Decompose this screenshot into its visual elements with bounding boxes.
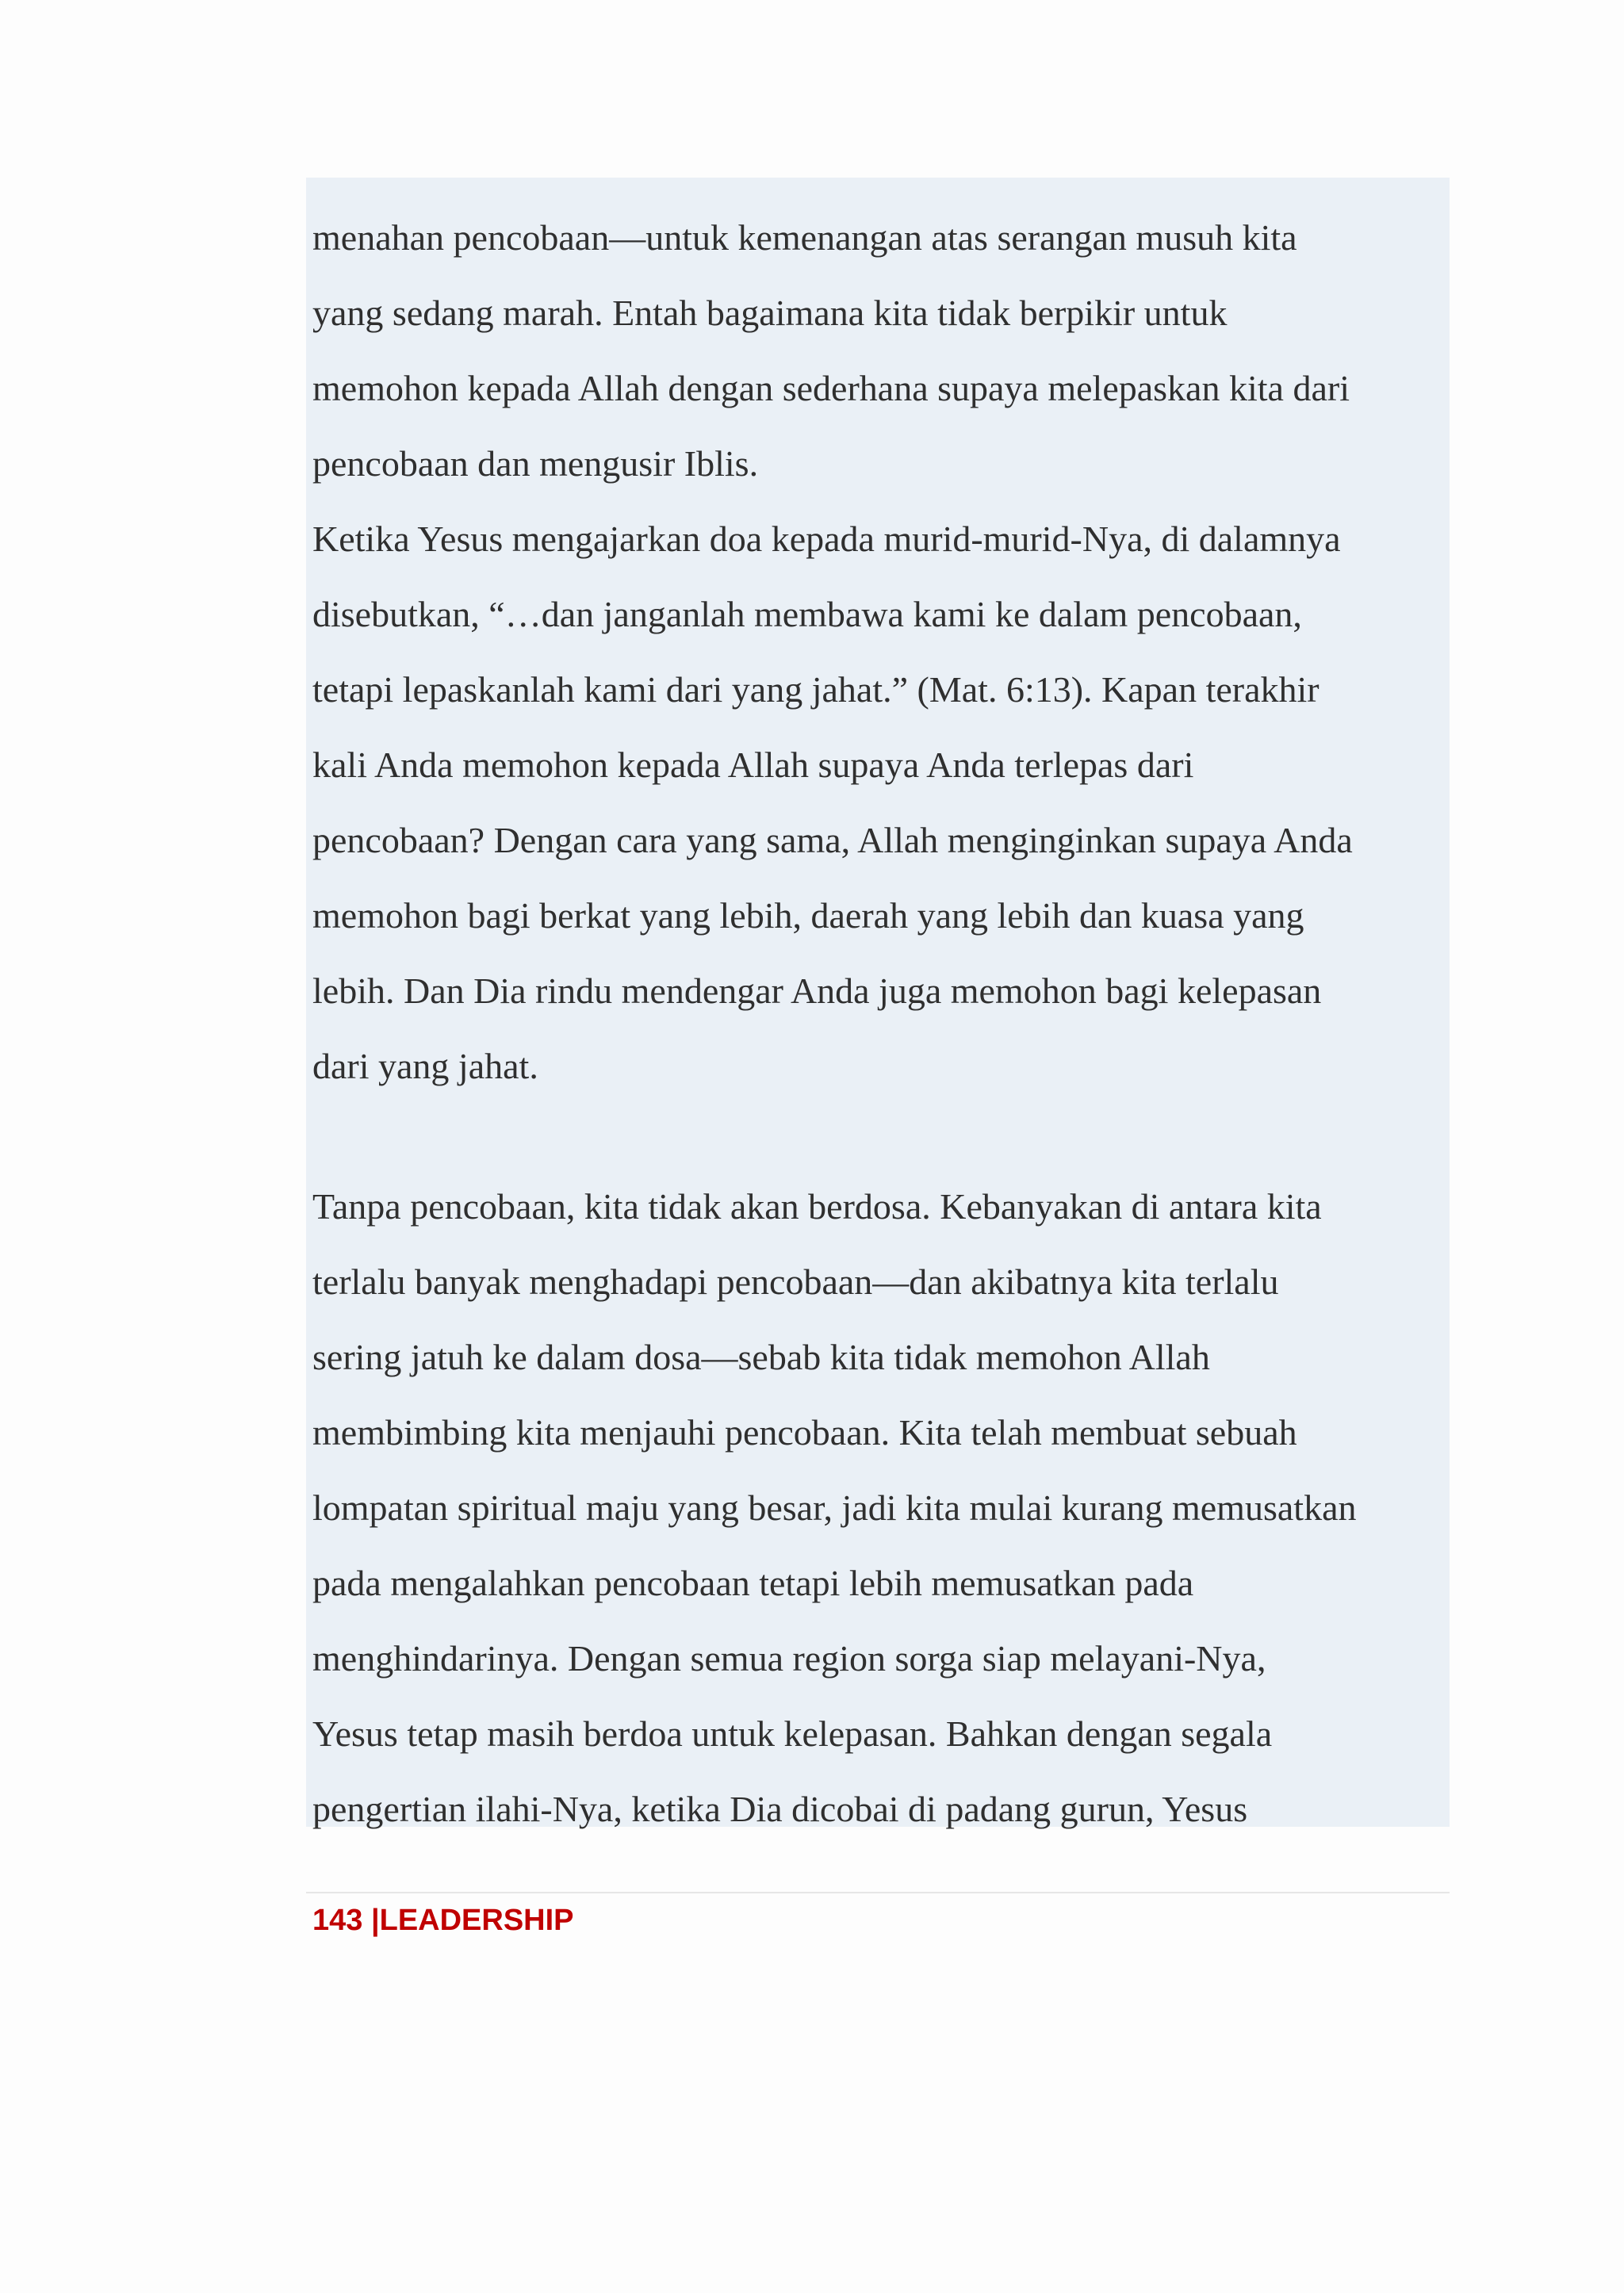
paragraph-line: memohon bagi berkat yang lebih, daerah yang lebih dan kuasa yang — [312, 895, 1304, 936]
paragraph-line: Ketika Yesus mengajarkan doa kepada murid-murid-Nya, di dalamnya — [312, 519, 1341, 559]
highlighted-text-block — [306, 178, 1450, 1827]
paragraph-line: pengertian ilahi-Nya, ketika Dia dicobai di padang gurun, Yesus — [312, 1789, 1248, 1829]
footer-section-title: LEADERSHIP — [379, 1904, 574, 1937]
paragraph-line: dari yang jahat. — [312, 1046, 538, 1086]
paragraph-line: pencobaan? Dengan cara yang sama, Allah menginginkan supaya Anda — [312, 820, 1353, 860]
paragraph-line: lompatan spiritual maju yang besar, jadi kita mulai kurang memusatkan — [312, 1487, 1357, 1528]
paragraph-line: menahan pencobaan—untuk kemenangan atas serangan musuh kita — [312, 217, 1297, 258]
paragraph-1 — [312, 200, 1450, 1104]
paragraph-line: membimbing kita menjauhi pencobaan. Kita telah membuat sebuah — [312, 1412, 1297, 1453]
page-footer — [312, 1897, 574, 1944]
paragraph-line: pada mengalahkan pencobaan tetapi lebih memusatkan pada — [312, 1563, 1194, 1603]
page-number: 143 — [312, 1904, 363, 1937]
paragraph-line: tetapi lepaskanlah kami dari yang jahat.” (Mat. 6:13). Kapan terakhir — [312, 669, 1320, 710]
paragraph-line: pencobaan dan mengusir Iblis. — [312, 443, 759, 484]
paragraph-line: disebutkan, “…dan janganlah membawa kami ke dalam pencobaan, — [312, 594, 1302, 634]
paragraph-line: yang sedang marah. Entah bagaimana kita tidak berpikir untuk — [312, 293, 1228, 333]
paragraph-line: lebih. Dan Dia rindu mendengar Anda juga memohon bagi kelepasan — [312, 970, 1322, 1011]
paragraph-line: sering jatuh ke dalam dosa—sebab kita tidak memohon Allah — [312, 1337, 1210, 1377]
footer-divider — [306, 1892, 1450, 1893]
paragraph-line: terlalu banyak menghadapi pencobaan—dan akibatnya kita terlalu — [312, 1261, 1279, 1302]
paragraph-2 — [312, 1169, 1450, 1847]
paragraph-line: memohon kepada Allah dengan sederhana supaya melepaskan kita dari — [312, 368, 1350, 408]
paragraph-line: Tanpa pencobaan, kita tidak akan berdosa. Kebanyakan di antara kita — [312, 1186, 1322, 1227]
paragraph-spacer — [312, 1104, 1450, 1169]
footer-separator: | — [362, 1904, 380, 1937]
paragraph-line: kali Anda memohon kepada Allah supaya Anda terlepas dari — [312, 745, 1194, 785]
paragraph-line: menghindarinya. Dengan semua region sorga siap melayani-Nya, — [312, 1638, 1266, 1679]
paragraph-line: Yesus tetap masih berdoa untuk kelepasan. Bahkan dengan segala — [312, 1713, 1273, 1754]
